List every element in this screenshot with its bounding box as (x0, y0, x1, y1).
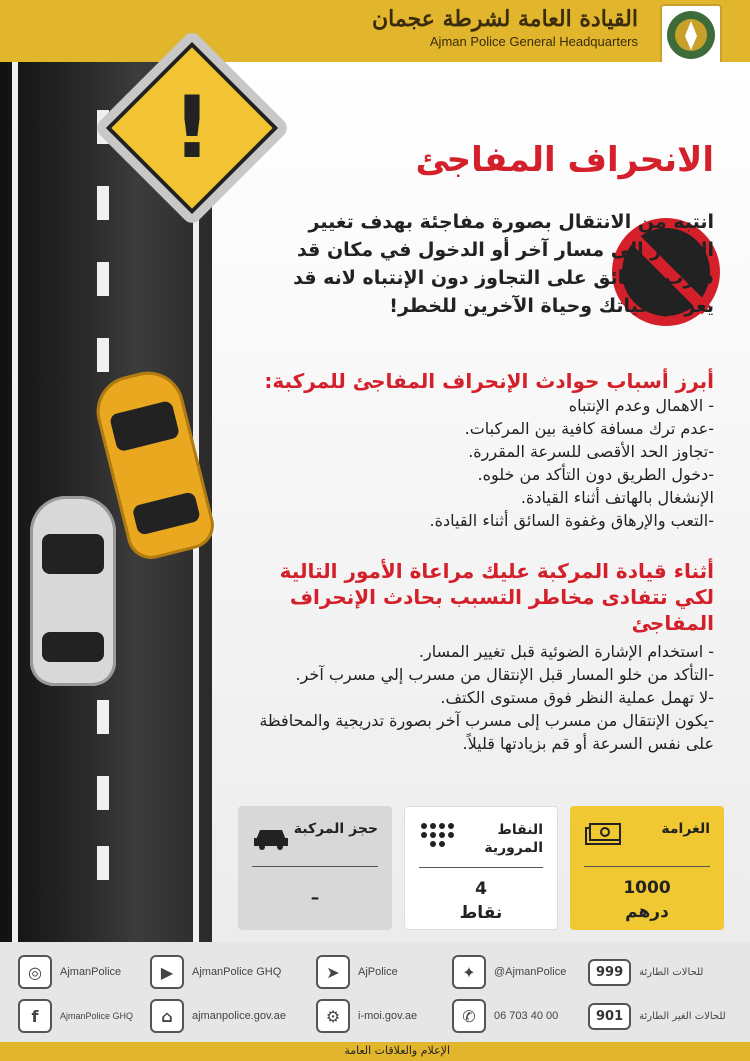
road-lane-dash (97, 338, 109, 372)
facebook-icon: f (18, 999, 52, 1033)
youtube-icon: ▶ (150, 955, 184, 989)
list-item: -يكون الإنتقال من مسرب إلى مسرب آخر بصورة تدريجية والمحافظة على نفس السرعة أو قم بزيادتها قليلاً. (259, 711, 714, 753)
page-title: الانحراف المفاجئ (415, 140, 714, 180)
road-lane-dash (97, 846, 109, 880)
points-card (404, 806, 558, 930)
tips-list (234, 640, 714, 755)
impound-label: حجز المركبة (293, 821, 378, 837)
list-item: -التأكد من خلو المسار قبل الإنتقال من مسرب إلي مسرب آخر. (295, 665, 714, 684)
causes-title: أبرز أسباب حوادث الإنحراف المفاجئ للمركبة: (264, 369, 714, 393)
road-lane-dash (97, 186, 109, 220)
list-item: -التعب والإرهاق وغفوة السائق أثناء القيادة. (429, 511, 714, 530)
points-label: النقاط المرورية (484, 822, 543, 856)
website-link[interactable]: ⌂ ajmanpolice.gov.ae (150, 998, 286, 1034)
instagram-icon: ◎ (18, 955, 52, 989)
list-item: - الاهمال وعدم الإنتباه (568, 396, 714, 415)
phone-link[interactable]: ✆ 06 703 40 00 (452, 998, 558, 1034)
org-name-arabic: القيادة العامة لشرطة عجمان (372, 6, 638, 32)
bottom-bar (0, 1042, 750, 1061)
instagram-link[interactable]: ◎ AjmanPolice (18, 954, 121, 990)
moi-link[interactable]: ⚙ i-moi.gov.ae (316, 998, 417, 1034)
youtube-link[interactable]: ▶ AjmanPolice GHQ (150, 954, 281, 990)
money-icon (584, 820, 622, 850)
causes-list (234, 394, 714, 532)
facebook-link[interactable]: f AjmanPolice GHQ (18, 998, 133, 1034)
points-value: 4 نقاط (459, 879, 503, 923)
penalty-cards (236, 806, 724, 930)
list-item: الإنشغال بالهاتف أثناء القيادة. (520, 488, 714, 507)
exclamation-icon: ! (172, 78, 212, 178)
points-dots-icon (419, 821, 457, 851)
emergency-number[interactable]: 999 للحالات الطارئة (588, 954, 703, 990)
non-emergency-number[interactable]: 901 للحالات الغير الطارئة (588, 998, 726, 1034)
list-item: -لا تهمل عملية النظر فوق مستوى الكتف. (440, 688, 714, 707)
white-car-icon (30, 496, 116, 686)
police-emblem-icon (660, 4, 722, 66)
footer-contacts (0, 942, 750, 1042)
twitter-icon: ✦ (452, 955, 486, 989)
impound-card (238, 806, 392, 930)
tips-title: أثناء قيادة المركبة عليك مراعاة الأمور التالية لكي تتفادى مخاطر التسبب بحادث الإنحراف المفاجئ (279, 559, 714, 635)
department-name: الإعلام والعلاقات العامة (344, 1044, 450, 1057)
list-item: -تجاوز الحد الأقصى للسرعة المقررة. (468, 442, 714, 461)
impound-value: – (310, 888, 320, 908)
phone-icon: ✆ (452, 999, 486, 1033)
car-lock-icon (252, 820, 290, 850)
intro-paragraph: انتبه من الانتقال بصورة مفاجئة بهدف تغيير المسار إلى مسار آخر أو الدخول في مكان قد قارب السائق على التجاوز دون الإنتباه لانه قد يعرض حياتك وحياة الآخرين للخطر! (293, 211, 714, 317)
fine-card (570, 806, 724, 930)
moi-app-icon: ⚙ (316, 999, 350, 1033)
list-item: -دخول الطريق دون التأكد من خلوه. (477, 465, 714, 484)
road-edge-line (12, 62, 18, 942)
fine-label: الغرامة (661, 821, 710, 837)
list-item: - استخدام الإشارة الضوئية قبل تغيير المسار. (418, 642, 714, 661)
org-name (372, 6, 638, 49)
road-lane-dash (97, 262, 109, 296)
org-name-english: Ajman Police General Headquarters (429, 34, 638, 49)
telegram-link[interactable]: ➤ AjPolice (316, 954, 398, 990)
twitter-link[interactable]: ✦ @AjmanPolice (452, 954, 566, 990)
header-bar (0, 0, 750, 62)
road-lane-dash (97, 776, 109, 810)
list-item: -عدم ترك مسافة كافية بين المركبات. (464, 419, 714, 438)
fine-value: 1000 درهم (623, 878, 671, 922)
home-icon: ⌂ (150, 999, 184, 1033)
telegram-icon: ➤ (316, 955, 350, 989)
road-lane-dash (97, 700, 109, 734)
